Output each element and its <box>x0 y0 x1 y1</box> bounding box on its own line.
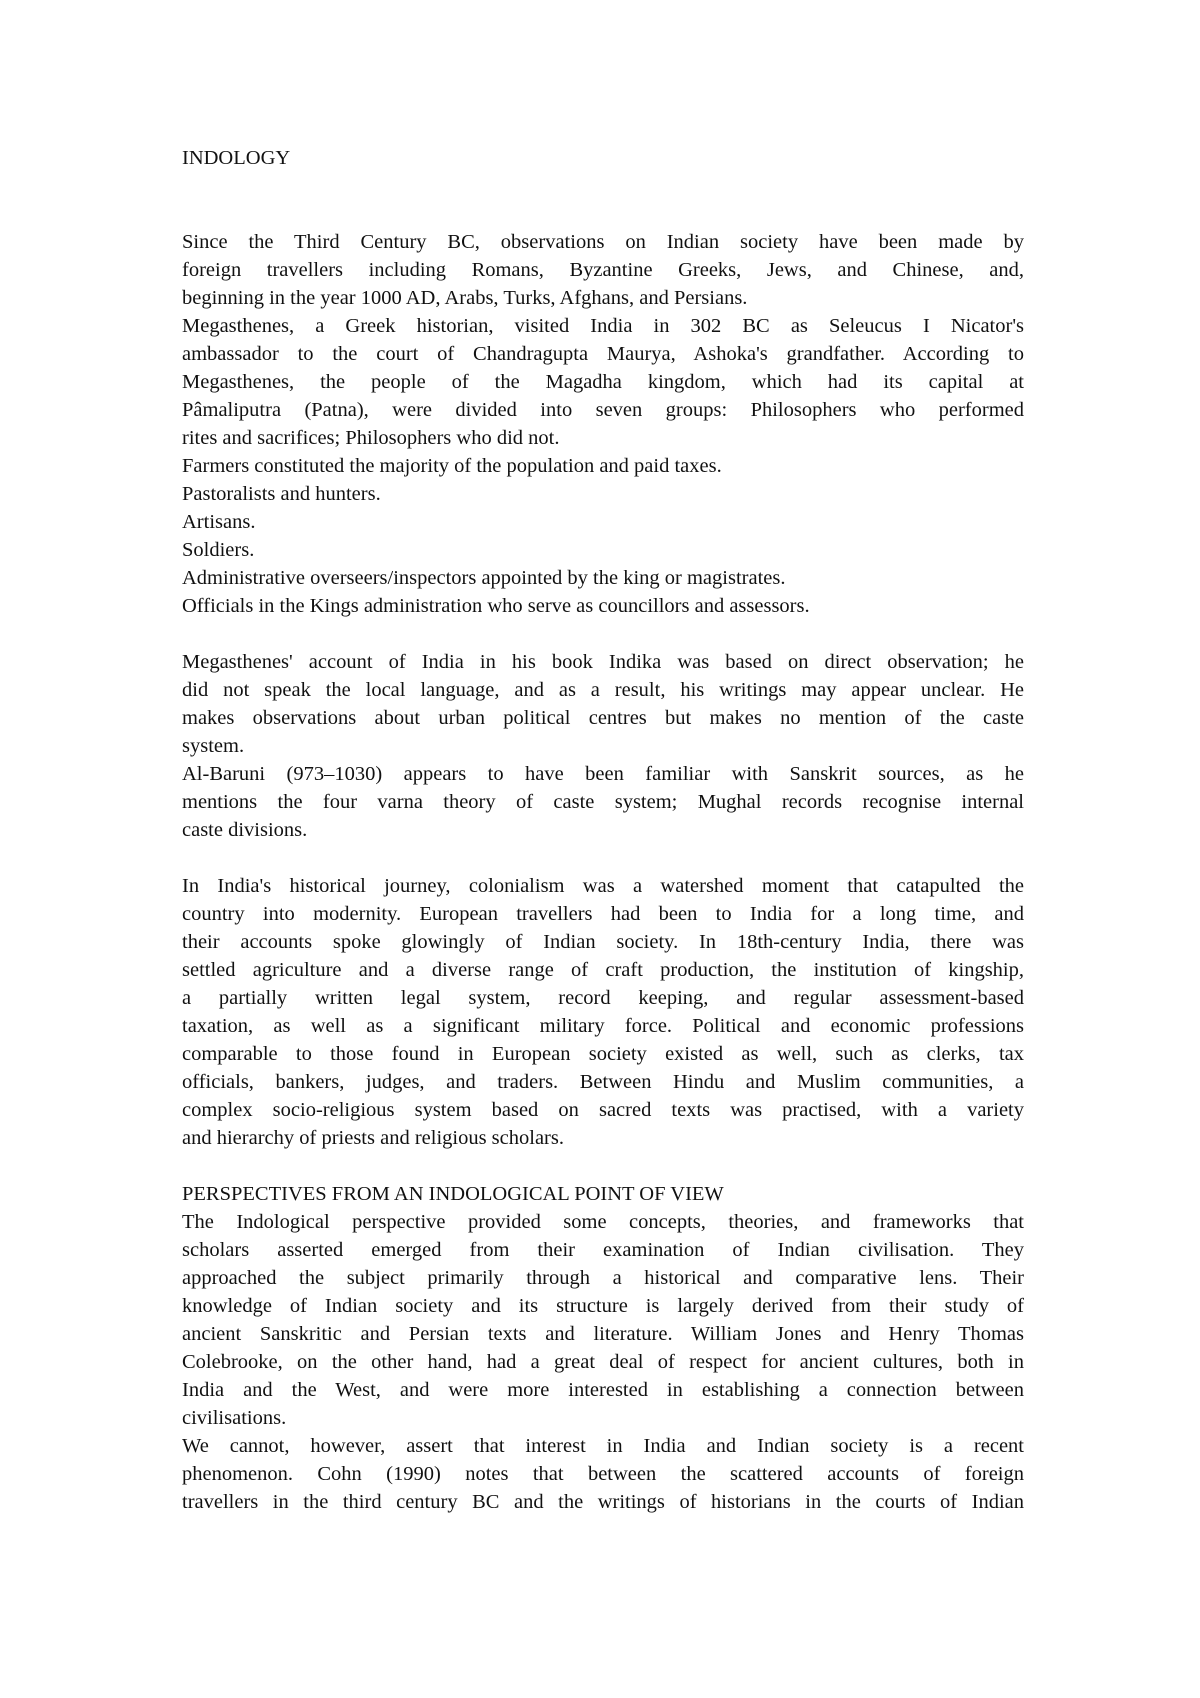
list-item: Farmers constituted the majority of the population and paid taxes. <box>182 455 722 477</box>
text-line: caste divisions. <box>182 819 308 841</box>
text-line: Megasthenes, a Greek historian, visited India in 302 BC as Seleucus I Nicator's <box>182 315 1024 337</box>
text-line: system. <box>182 735 245 757</box>
text-line: officials, bankers, judges, and traders. Between Hindu and Muslim communities, a <box>182 1071 1024 1093</box>
text-line: approached the subject primarily through a historical and comparative lens. Their <box>182 1267 1024 1289</box>
list-item: Soldiers. <box>182 539 255 561</box>
list-item: Officials in the Kings administration who serve as councillors and assessors. <box>182 595 810 617</box>
text-line: beginning in the year 1000 AD, Arabs, Turks, Afghans, and Persians. <box>182 287 748 309</box>
text-line: mentions the four varna theory of caste system; Mughal records recognise internal <box>182 791 1024 813</box>
text-line: Since the Third Century BC, observations on Indian society have been made by <box>182 231 1024 253</box>
text-line: settled agriculture and a diverse range of craft production, the institution of kingship, <box>182 959 1024 981</box>
text-line: comparable to those found in European society existed as well, such as clerks, tax <box>182 1043 1024 1065</box>
text-line: their accounts spoke glowingly of Indian society. In 18th-century India, there was <box>182 931 1024 953</box>
list-seven-groups <box>182 452 1024 620</box>
text-line: complex socio-religious system based on sacred texts was practised, with a variety <box>182 1099 1024 1121</box>
spacer <box>182 172 1024 228</box>
text-line: ambassador to the court of Chandragupta Maurya, Ashoka's grandfather. According to <box>182 343 1024 365</box>
list-item: Pastoralists and hunters. <box>182 483 381 505</box>
document-title: INDOLOGY <box>182 147 291 169</box>
text-line: a partially written legal system, record keeping, and regular assessment-based <box>182 987 1024 1009</box>
text-line: Pâmaliputra (Patna), were divided into seven groups: Philosophers who performed <box>182 399 1024 421</box>
text-line: knowledge of Indian society and its structure is largely derived from their study of <box>182 1295 1024 1317</box>
paragraph-colonialism <box>182 872 1024 1152</box>
text-line: Megasthenes, the people of the Magadha kingdom, which had its capital at <box>182 371 1024 393</box>
text-line: In India's historical journey, colonialism was a watershed moment that catapulted the <box>182 875 1024 897</box>
section-heading: PERSPECTIVES FROM AN INDOLOGICAL POINT OF VIEW <box>182 1183 724 1205</box>
paragraph-indika <box>182 648 1024 760</box>
text-line: Al-Baruni (973–1030) appears to have been familiar with Sanskrit sources, as he <box>182 763 1024 785</box>
text-line: makes observations about urban political centres but makes no mention of the caste <box>182 707 1024 729</box>
text-line: scholars asserted emerged from their examination of Indian civilisation. They <box>182 1239 1024 1261</box>
text-line: taxation, as well as a significant military force. Political and economic professions <box>182 1015 1024 1037</box>
text-line: phenomenon. Cohn (1990) notes that between the scattered accounts of foreign <box>182 1463 1024 1485</box>
document-page <box>182 144 1024 1516</box>
list-item: Administrative overseers/inspectors appointed by the king or magistrates. <box>182 567 786 589</box>
spacer <box>182 1152 1024 1180</box>
text-line: We cannot, however, assert that interest in India and Indian society is a recent <box>182 1435 1024 1457</box>
text-line: Colebrooke, on the other hand, had a great deal of respect for ancient cultures, both in <box>182 1351 1024 1373</box>
paragraph-foreign-travellers <box>182 228 1024 312</box>
spacer <box>182 620 1024 648</box>
paragraph-indological-perspective <box>182 1208 1024 1432</box>
list-item: Artisans. <box>182 511 256 533</box>
text-line: Megasthenes' account of India in his book Indika was based on direct observation; he <box>182 651 1024 673</box>
text-line: travellers in the third century BC and the writings of historians in the courts of Indian <box>182 1491 1024 1513</box>
text-line: civilisations. <box>182 1407 287 1429</box>
paragraph-al-baruni <box>182 760 1024 844</box>
paragraph-cohn <box>182 1432 1024 1516</box>
text-line: foreign travellers including Romans, Byzantine Greeks, Jews, and Chinese, and, <box>182 259 1024 281</box>
paragraph-megasthenes <box>182 312 1024 452</box>
text-line: country into modernity. European travellers had been to India for a long time, and <box>182 903 1024 925</box>
text-line: India and the West, and were more interested in establishing a connection between <box>182 1379 1024 1401</box>
text-line: rites and sacrifices; Philosophers who did not. <box>182 427 560 449</box>
text-line: did not speak the local language, and as a result, his writings may appear unclear. He <box>182 679 1024 701</box>
text-line: ancient Sanskritic and Persian texts and literature. William Jones and Henry Thomas <box>182 1323 1024 1345</box>
text-line: and hierarchy of priests and religious scholars. <box>182 1127 564 1149</box>
text-line: The Indological perspective provided some concepts, theories, and frameworks that <box>182 1211 1024 1233</box>
spacer <box>182 844 1024 872</box>
